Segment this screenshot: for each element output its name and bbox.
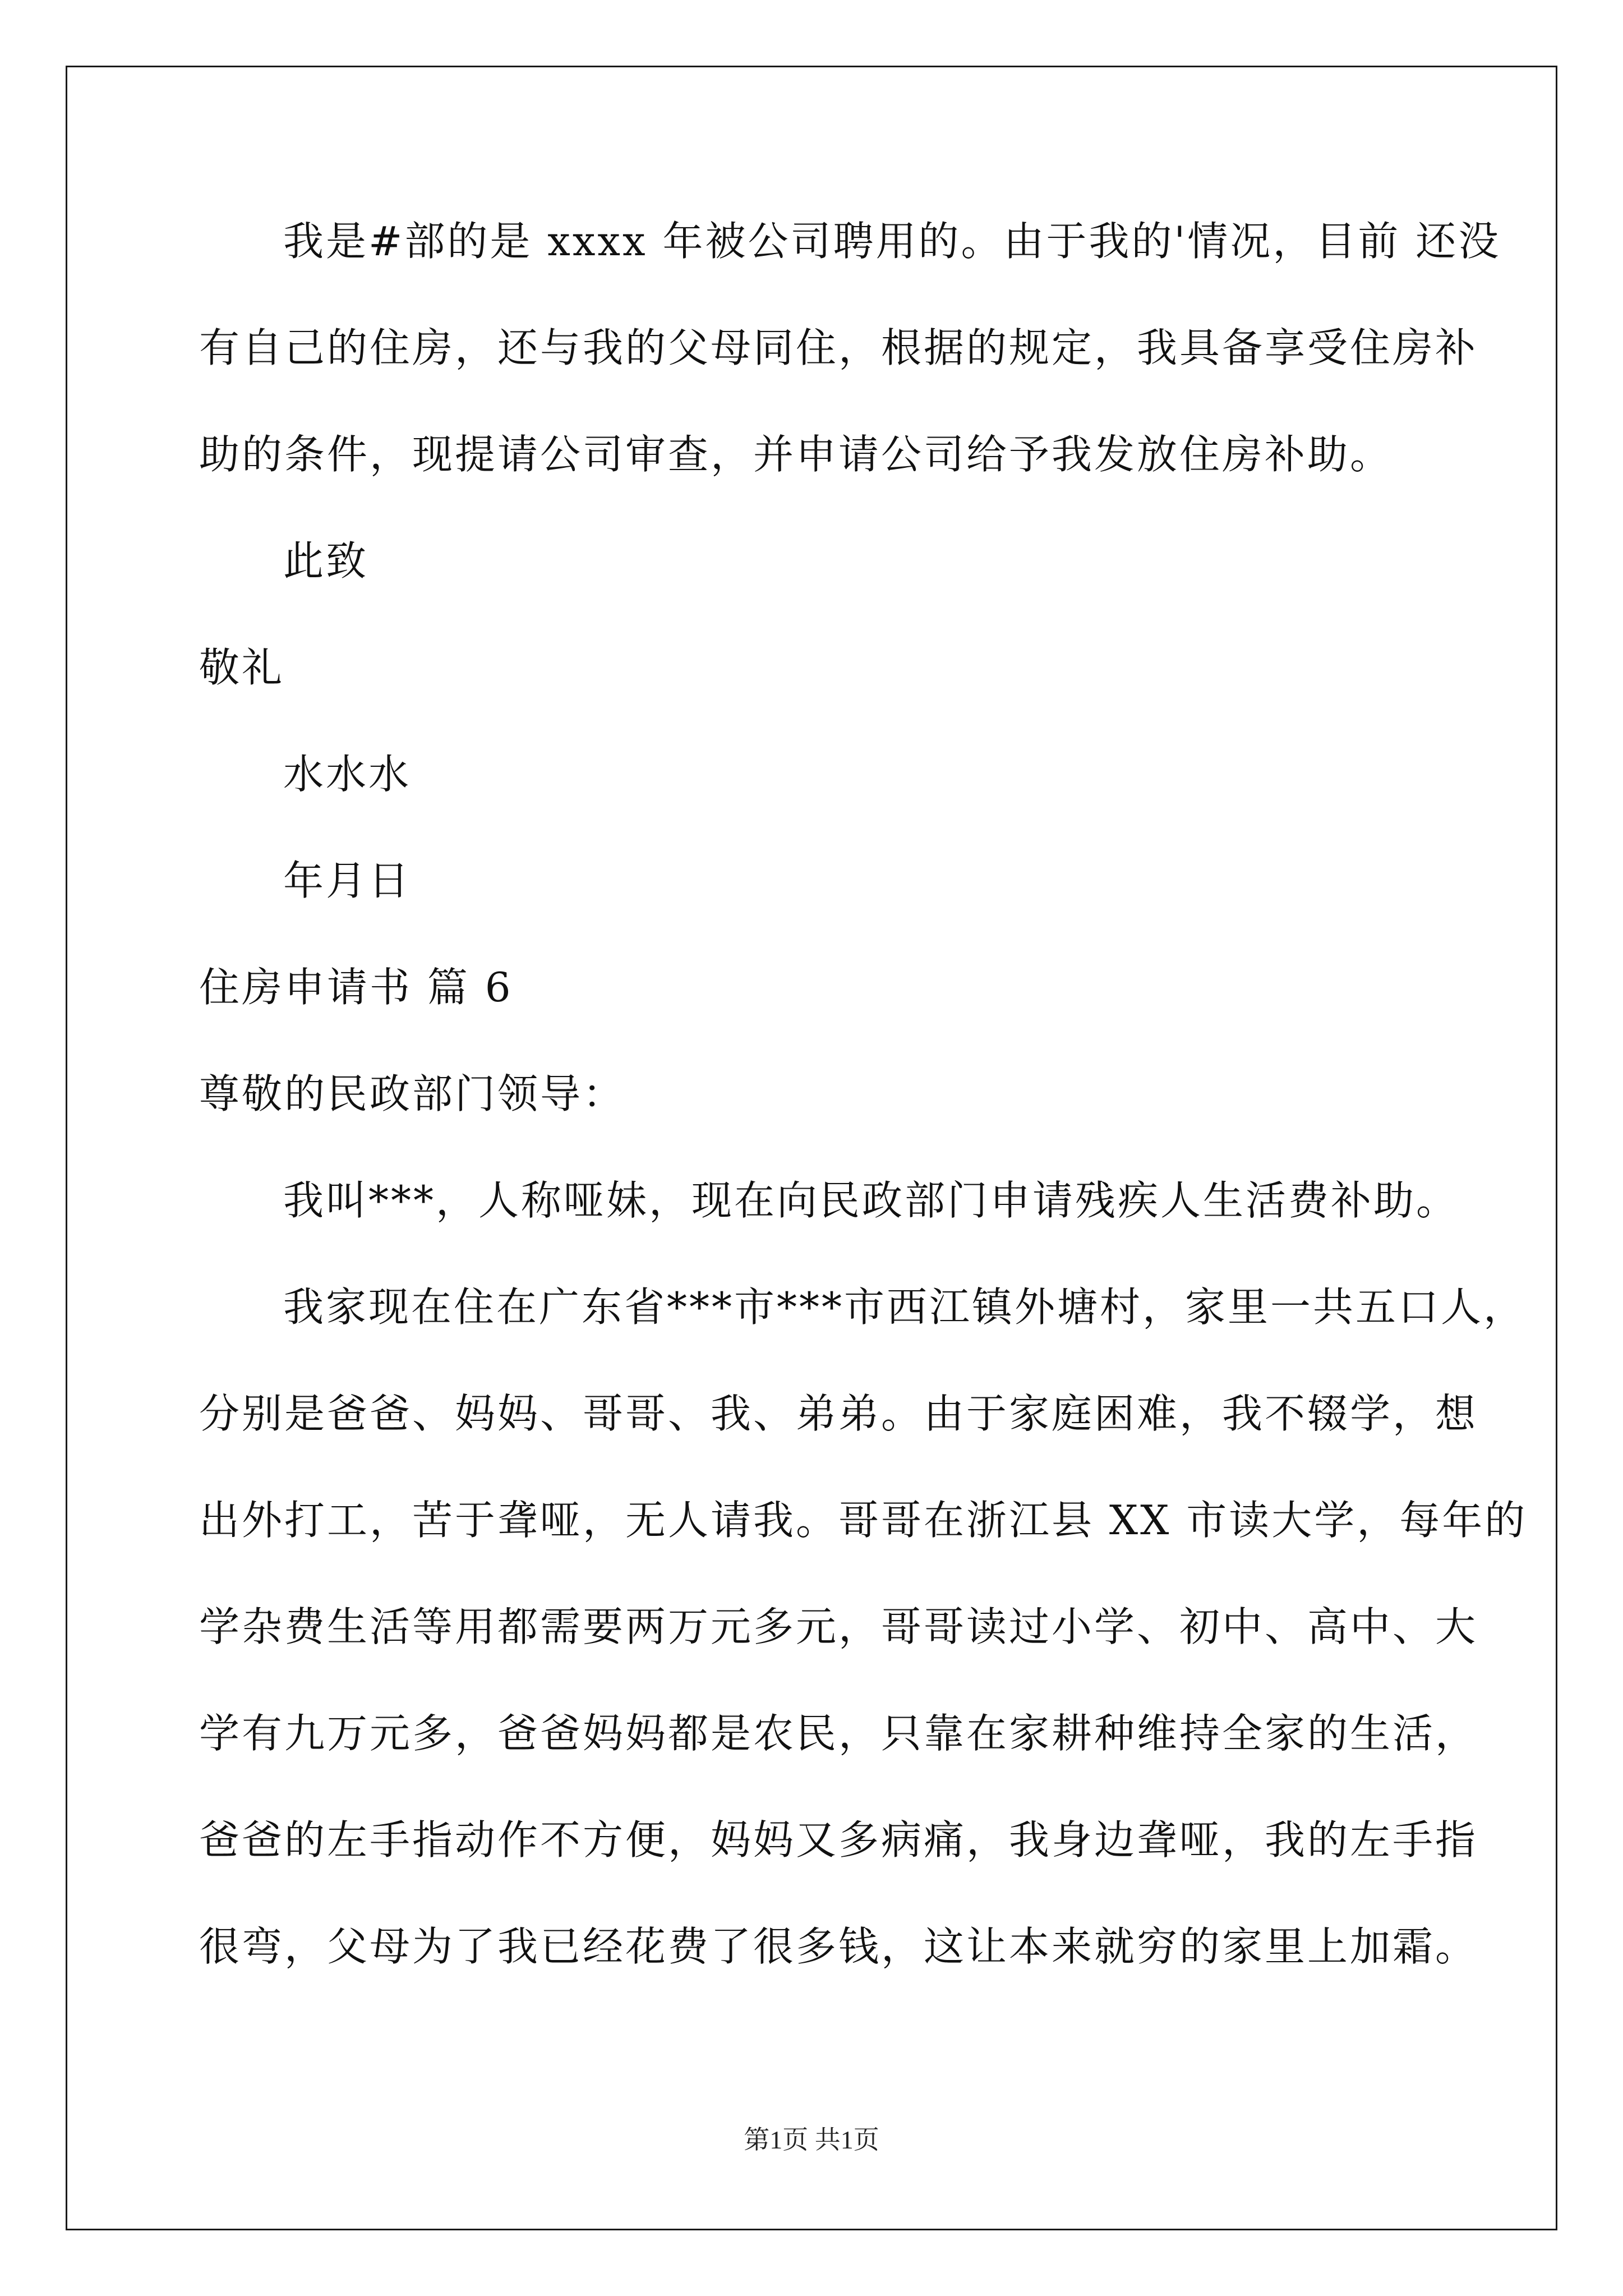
paragraph-line: 出外打工，苦于聋哑，无人请我。哥哥在浙江县 XX 市读大学，每年的 [199, 1497, 1528, 1544]
paragraph-line: 爸爸的左手指动作不方便，妈妈又多病痛，我身边聋哑，我的左手指 [199, 1816, 1478, 1864]
closing-salutation: 此致 [283, 537, 369, 585]
paragraph-line: 分别是爸爸、妈妈、哥哥、我、弟弟。由于家庭困难，我不辍学，想 [199, 1390, 1478, 1437]
paragraph-line: 我叫***，人称哑妹，现在向民政部门申请残疾人生活费补助。 [283, 1177, 1459, 1224]
paragraph-line: 学杂费生活等用都需要两万元多元，哥哥读过小学、初中、高中、大 [199, 1603, 1478, 1650]
signature-date: 年月日 [283, 857, 412, 904]
closing-regards: 敬礼 [199, 644, 285, 691]
page-border [66, 66, 1557, 2230]
letter-greeting: 尊敬的民政部门领导： [199, 1070, 626, 1117]
section-heading: 住房申请书 篇 6 [199, 964, 513, 1011]
paragraph-line: 很弯，父母为了我已经花费了很多钱，这让本来就穷的家里上加霜。 [199, 1923, 1478, 1970]
paragraph-line: 学有九万元多，爸爸妈妈都是农民，只靠在家耕种维持全家的生活， [199, 1710, 1478, 1757]
paragraph-line: 助的条件，现提请公司审查，并申请公司给予我发放住房补助。 [199, 431, 1393, 478]
page-footer: 第1页 共1页 [744, 2125, 879, 2154]
paragraph-line: 我家现在住在广东省***市***市西江镇外塘村，家里一共五口人， [283, 1283, 1527, 1331]
paragraph-line: 我是#部的是 xxxx 年被公司聘用的。由于我的'情况，目前 还没 [283, 218, 1501, 265]
signature-name: 水水水 [283, 751, 412, 798]
paragraph-line: 有自己的住房，还与我的父母同住，根据的规定，我具备享受住房补 [199, 324, 1478, 371]
